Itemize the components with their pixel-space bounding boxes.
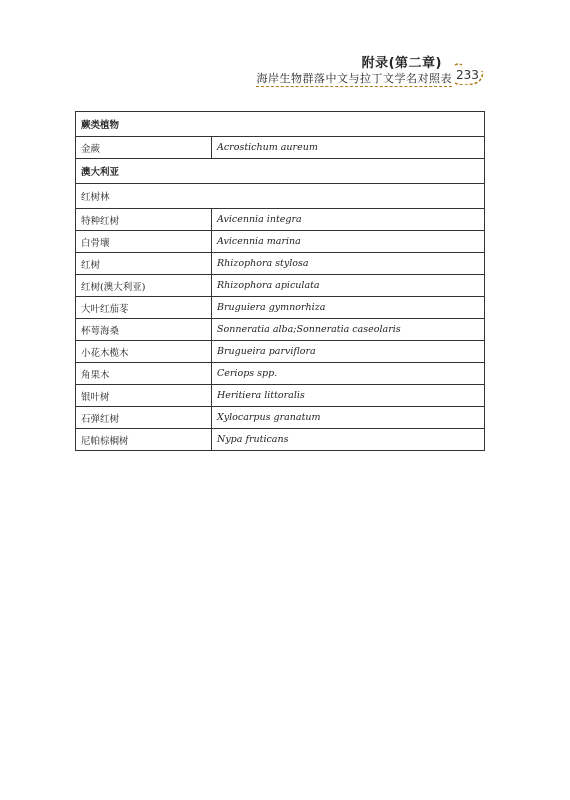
chinese-name: 特种红树 <box>76 209 212 231</box>
section-heading-ferns: 蕨类植物 <box>76 112 485 137</box>
section-heading-australia: 澳大利亚 <box>76 159 485 184</box>
latin-name: Acrostichum aureum <box>212 137 485 159</box>
chinese-name: 白骨壤 <box>76 231 212 253</box>
chinese-name: 大叶红茄苳 <box>76 297 212 319</box>
table-row <box>76 253 485 275</box>
table-row <box>76 137 485 159</box>
table-row <box>76 184 485 209</box>
latin-name: Heritiera littoralis <box>212 385 485 407</box>
latin-name: Sonneratia alba;Sonneratia caseolaris <box>212 319 485 341</box>
chapter-subtitle: 海岸生物群落中文与拉丁文学名对照表 <box>256 72 452 85</box>
table-row <box>76 231 485 253</box>
latin-name: Ceriops spp. <box>212 363 485 385</box>
name-table <box>75 111 485 451</box>
table-row <box>76 159 485 184</box>
latin-name: Nypa fruticans <box>212 429 485 451</box>
page-number: 233 <box>456 68 479 82</box>
chinese-name: 尼帕棕榈树 <box>76 429 212 451</box>
table-row <box>76 407 485 429</box>
chinese-name: 红树 <box>76 253 212 275</box>
chinese-name: 石弹红树 <box>76 407 212 429</box>
chinese-name: 角果木 <box>76 363 212 385</box>
latin-name: Rhizophora stylosa <box>212 253 485 275</box>
table-row <box>76 297 485 319</box>
latin-name: Avicennia integra <box>212 209 485 231</box>
chinese-name: 银叶树 <box>76 385 212 407</box>
table-row <box>76 112 485 137</box>
table-row <box>76 341 485 363</box>
table-row <box>76 429 485 451</box>
table-row <box>76 275 485 297</box>
header-dashed-rule <box>256 86 452 87</box>
latin-name: Avicennia marina <box>212 231 485 253</box>
latin-name: Rhizophora apiculata <box>212 275 485 297</box>
chinese-name: 杯萼海桑 <box>76 319 212 341</box>
subsection-heading-mangroves: 红树林 <box>76 184 485 209</box>
table-row <box>76 363 485 385</box>
chinese-name: 红树(澳大利亚) <box>76 275 212 297</box>
chinese-name: 金蕨 <box>76 137 212 159</box>
latin-name: Brugueira parviflora <box>212 341 485 363</box>
page-header <box>0 0 570 100</box>
table-row <box>76 319 485 341</box>
chapter-title: 附录(第二章) <box>361 56 442 71</box>
latin-name: Xylocarpus granatum <box>212 407 485 429</box>
table-row <box>76 209 485 231</box>
chinese-name: 小花木榄木 <box>76 341 212 363</box>
latin-name: Bruguiera gymnorhiza <box>212 297 485 319</box>
table-row <box>76 385 485 407</box>
